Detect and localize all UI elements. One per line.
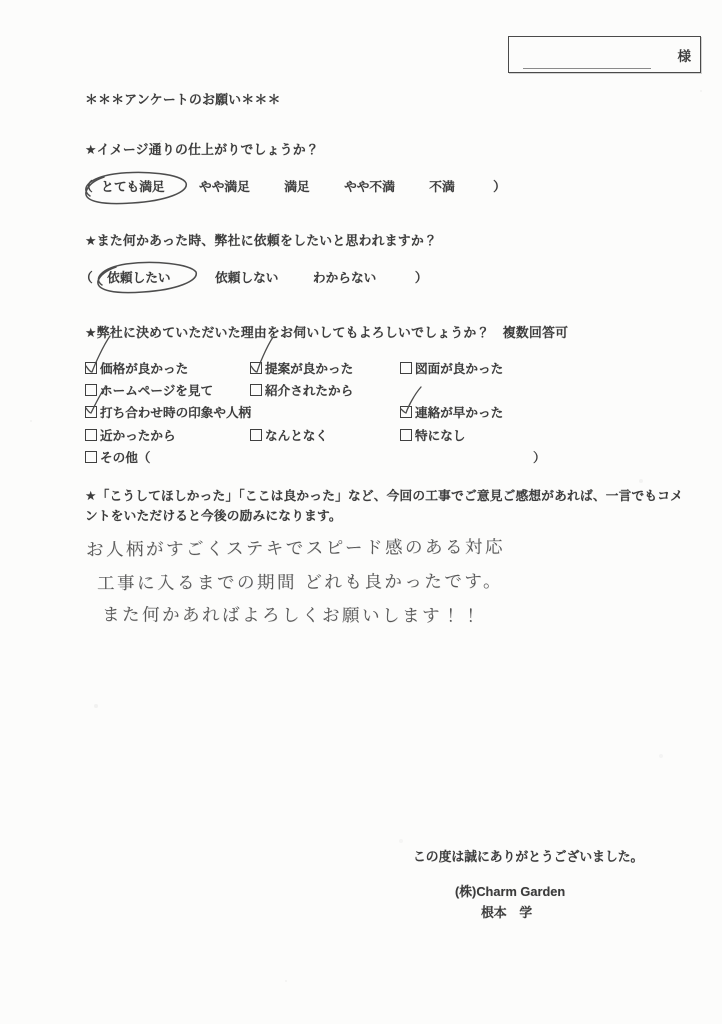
option-totemo-manzoku: とても満足	[101, 180, 165, 194]
checkbox-icon	[85, 406, 97, 418]
checkbox-item-chikakatta	[85, 425, 176, 445]
handwritten-comment-line-1: お人柄がすごくステキでスピード感のある対応	[85, 536, 506, 560]
handwritten-comment-line-3: また何かあればよろしくお願いします！！	[101, 604, 483, 626]
checkbox-icon	[85, 451, 97, 463]
checkbox-label: その他（	[100, 451, 151, 465]
checkbox-label: ホームページを見て	[100, 384, 214, 398]
checkbox-label: 提案が良かった	[265, 362, 354, 376]
option-yaya-fuman: やや不満	[344, 180, 395, 194]
checkbox-label: 打ち合わせ時の印象や人柄	[100, 406, 252, 420]
question-3: ★弊社に決めていただいた理由をお伺いしてもよろしいでしょうか？ 複数回答可	[85, 325, 569, 340]
checkbox-icon	[250, 384, 262, 396]
company-name: (株)Charm Garden	[455, 884, 566, 899]
checkbox-icon	[85, 384, 97, 396]
checkbox-label: 図面が良かった	[415, 362, 504, 376]
thank-you-text: この度は誠にありがとうございました。	[413, 849, 644, 864]
paren-close: ）	[493, 180, 506, 194]
checkbox-icon	[400, 429, 412, 441]
checkbox-label: 特になし	[415, 429, 466, 443]
checkbox-icon	[250, 429, 262, 441]
name-write-line	[523, 68, 651, 69]
other-close-paren: ）	[533, 451, 546, 465]
checkbox-icon	[85, 362, 97, 374]
checkbox-item-tokuninashi	[400, 425, 465, 445]
question-2: ★また何かあった時、弊社に依頼をしたいと思われますか？	[85, 233, 438, 248]
checkbox-icon	[250, 362, 262, 374]
option-fuman: 不満	[429, 180, 455, 194]
question-1: ★イメージ通りの仕上がりでしょうか？	[85, 142, 320, 157]
checkbox-item-shokai	[250, 380, 353, 400]
option-irai-shinai: 依頼しない	[215, 271, 279, 285]
option-yaya-manzoku: やや満足	[199, 180, 250, 194]
checkbox-label: 価格が良かった	[100, 362, 189, 376]
option-manzoku: 満足	[284, 180, 310, 194]
checkbox-item-renraku	[400, 402, 503, 422]
checkbox-item-sonota	[85, 447, 150, 467]
checkbox-label: 紹介されたから	[265, 384, 354, 398]
checkbox-item-kakaku	[85, 358, 188, 378]
question-2-options	[76, 267, 432, 287]
option-irai-shitai: 依頼したい	[107, 271, 171, 285]
checkbox-item-zumen	[400, 358, 503, 378]
question-1-options	[76, 176, 510, 196]
handwritten-comment-line-2: 工事に入るまでの期間 どれも良かったです。	[96, 570, 504, 594]
paren-open: （	[80, 180, 93, 194]
paren-open: （	[80, 271, 93, 285]
checkbox-label: なんとなく	[265, 429, 328, 443]
paren-close: ）	[414, 271, 428, 285]
checkbox-icon	[400, 362, 412, 374]
checkbox-item-nantonaku	[250, 425, 328, 445]
option-wakaranai: わからない	[312, 271, 377, 285]
checkbox-item-homepage	[85, 380, 213, 400]
honorific-label: 様	[677, 49, 691, 64]
page-title: ＊＊＊アンケートのお願い＊＊＊	[85, 92, 281, 107]
representative-name: 根本 学	[481, 905, 533, 920]
checkbox-label: 近かったから	[100, 429, 176, 443]
customer-name-box	[508, 36, 701, 73]
checkbox-icon	[85, 429, 97, 441]
checkbox-icon	[400, 406, 412, 418]
comment-prompt: ★「こうしてほしかった」「ここは良かった」など、今回の工事でご意見ご感想があれば、一言でもコメントをいただけると今後の励みになります。	[85, 489, 684, 523]
checkbox-item-teian	[250, 358, 353, 378]
checkbox-label: 連絡が早かった	[415, 406, 504, 420]
checkbox-item-uchiawase	[85, 402, 251, 422]
